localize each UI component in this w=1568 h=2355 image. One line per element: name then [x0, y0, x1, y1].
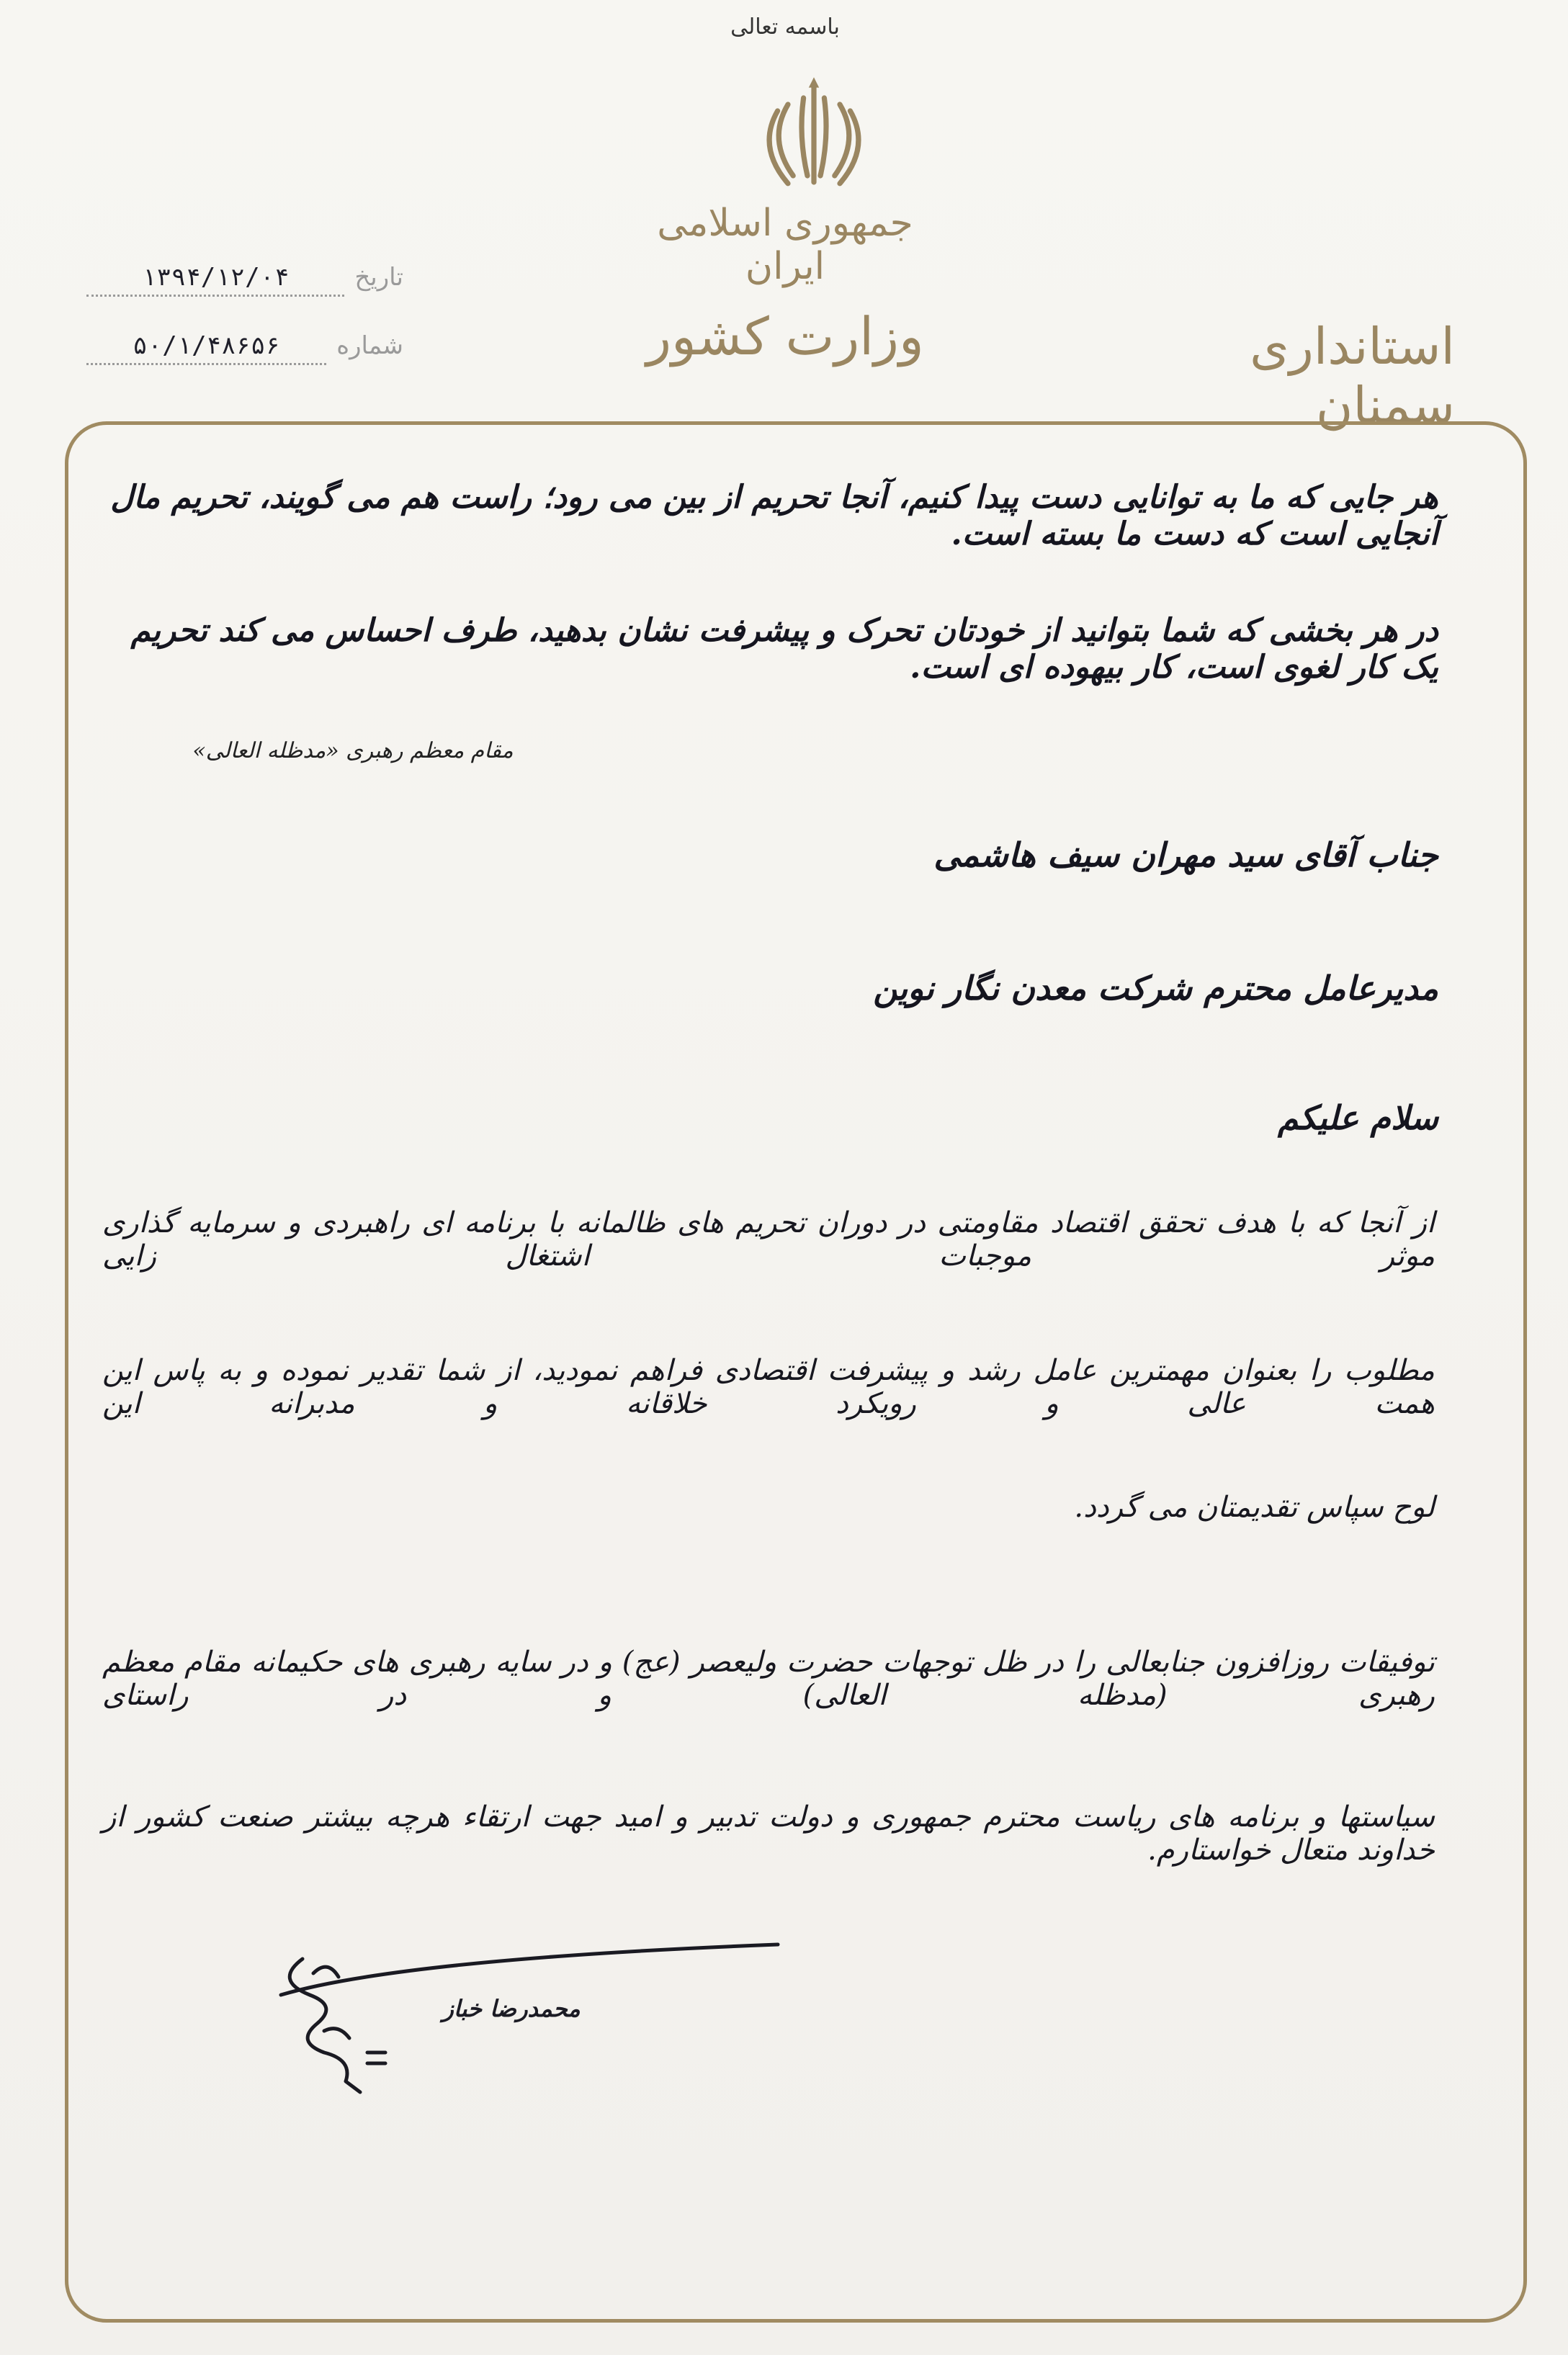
- recipient-title: مدیرعامل محترم شرکت معدن نگار نوین: [873, 969, 1438, 1008]
- date-field: [86, 263, 403, 297]
- body-line: سیاستها و برنامه های ریاست محترم جمهوری و دولت تدبیر و امید جهت ارتقاء هرچه بیشتر صنعت کشور از خداوند متعال خواستارم.: [102, 1800, 1435, 1867]
- date-label: تاریخ: [354, 263, 403, 292]
- iran-emblem-icon: [749, 72, 879, 202]
- number-field: [86, 331, 403, 365]
- invocation-text: باسمه تعالی: [730, 14, 840, 40]
- date-value: ۱۳۹۴/۱۲/۰۴: [86, 263, 344, 297]
- ministry-title: وزارت کشور: [646, 306, 924, 367]
- number-label: شماره: [336, 331, 403, 360]
- republic-title: جمهوری اسلامی ایران: [657, 202, 913, 288]
- quote-line: در هر بخشی که شما بتوانید از خودتان تحرک و پیشرفت نشان بدهید، طرف احساس می کند تحریم یک کار لغوی است، کار بیهوده ای است.: [130, 612, 1438, 686]
- recipient-name: جناب آقای سید مهران سیف هاشمی: [933, 835, 1438, 874]
- quote-attribution: مقام معظم رهبری «مدظله العالی»: [192, 738, 514, 763]
- greeting: سلام علیکم: [1277, 1098, 1438, 1137]
- body-line: لوح سپاس تقدیمتان می گردد.: [1074, 1491, 1435, 1524]
- body-line: توفیقات روزافزون جنابعالی را در ظل توجهات حضرت ولیعصر (عج) و در سایه رهبری های حکیمانه مقام معظم رهبری (مدظله العالی) و در راستای: [102, 1646, 1435, 1712]
- body-line: از آنجا که با هدف تحقق اقتصاد مقاومتی در دوران تحریم های ظالمانه با برنامه ای راهبردی و سرمایه گذاری موثر موجبات اشتغال زایی: [102, 1206, 1435, 1273]
- signer-name: محمدرضا خباز: [442, 1995, 581, 2022]
- governorate-title: استانداری سمنان: [1250, 317, 1455, 435]
- number-value: ۵۰/۱/۴۸۶۵۶: [86, 331, 326, 365]
- quote-line: هر جایی که ما به توانایی دست پیدا کنیم، آنجا تحریم از بین می رود؛ راست هم می گویند، تحریم مال آنجایی است که دست ما بسته است.: [110, 479, 1438, 552]
- body-line: مطلوب را بعنوان مهمترین عامل رشد و پیشرفت اقتصادی فراهم نمودید، از شما تقدیر نموده و به پاس این همت عالی و رویکرد خلاقانه و مدبرانه این: [102, 1354, 1435, 1420]
